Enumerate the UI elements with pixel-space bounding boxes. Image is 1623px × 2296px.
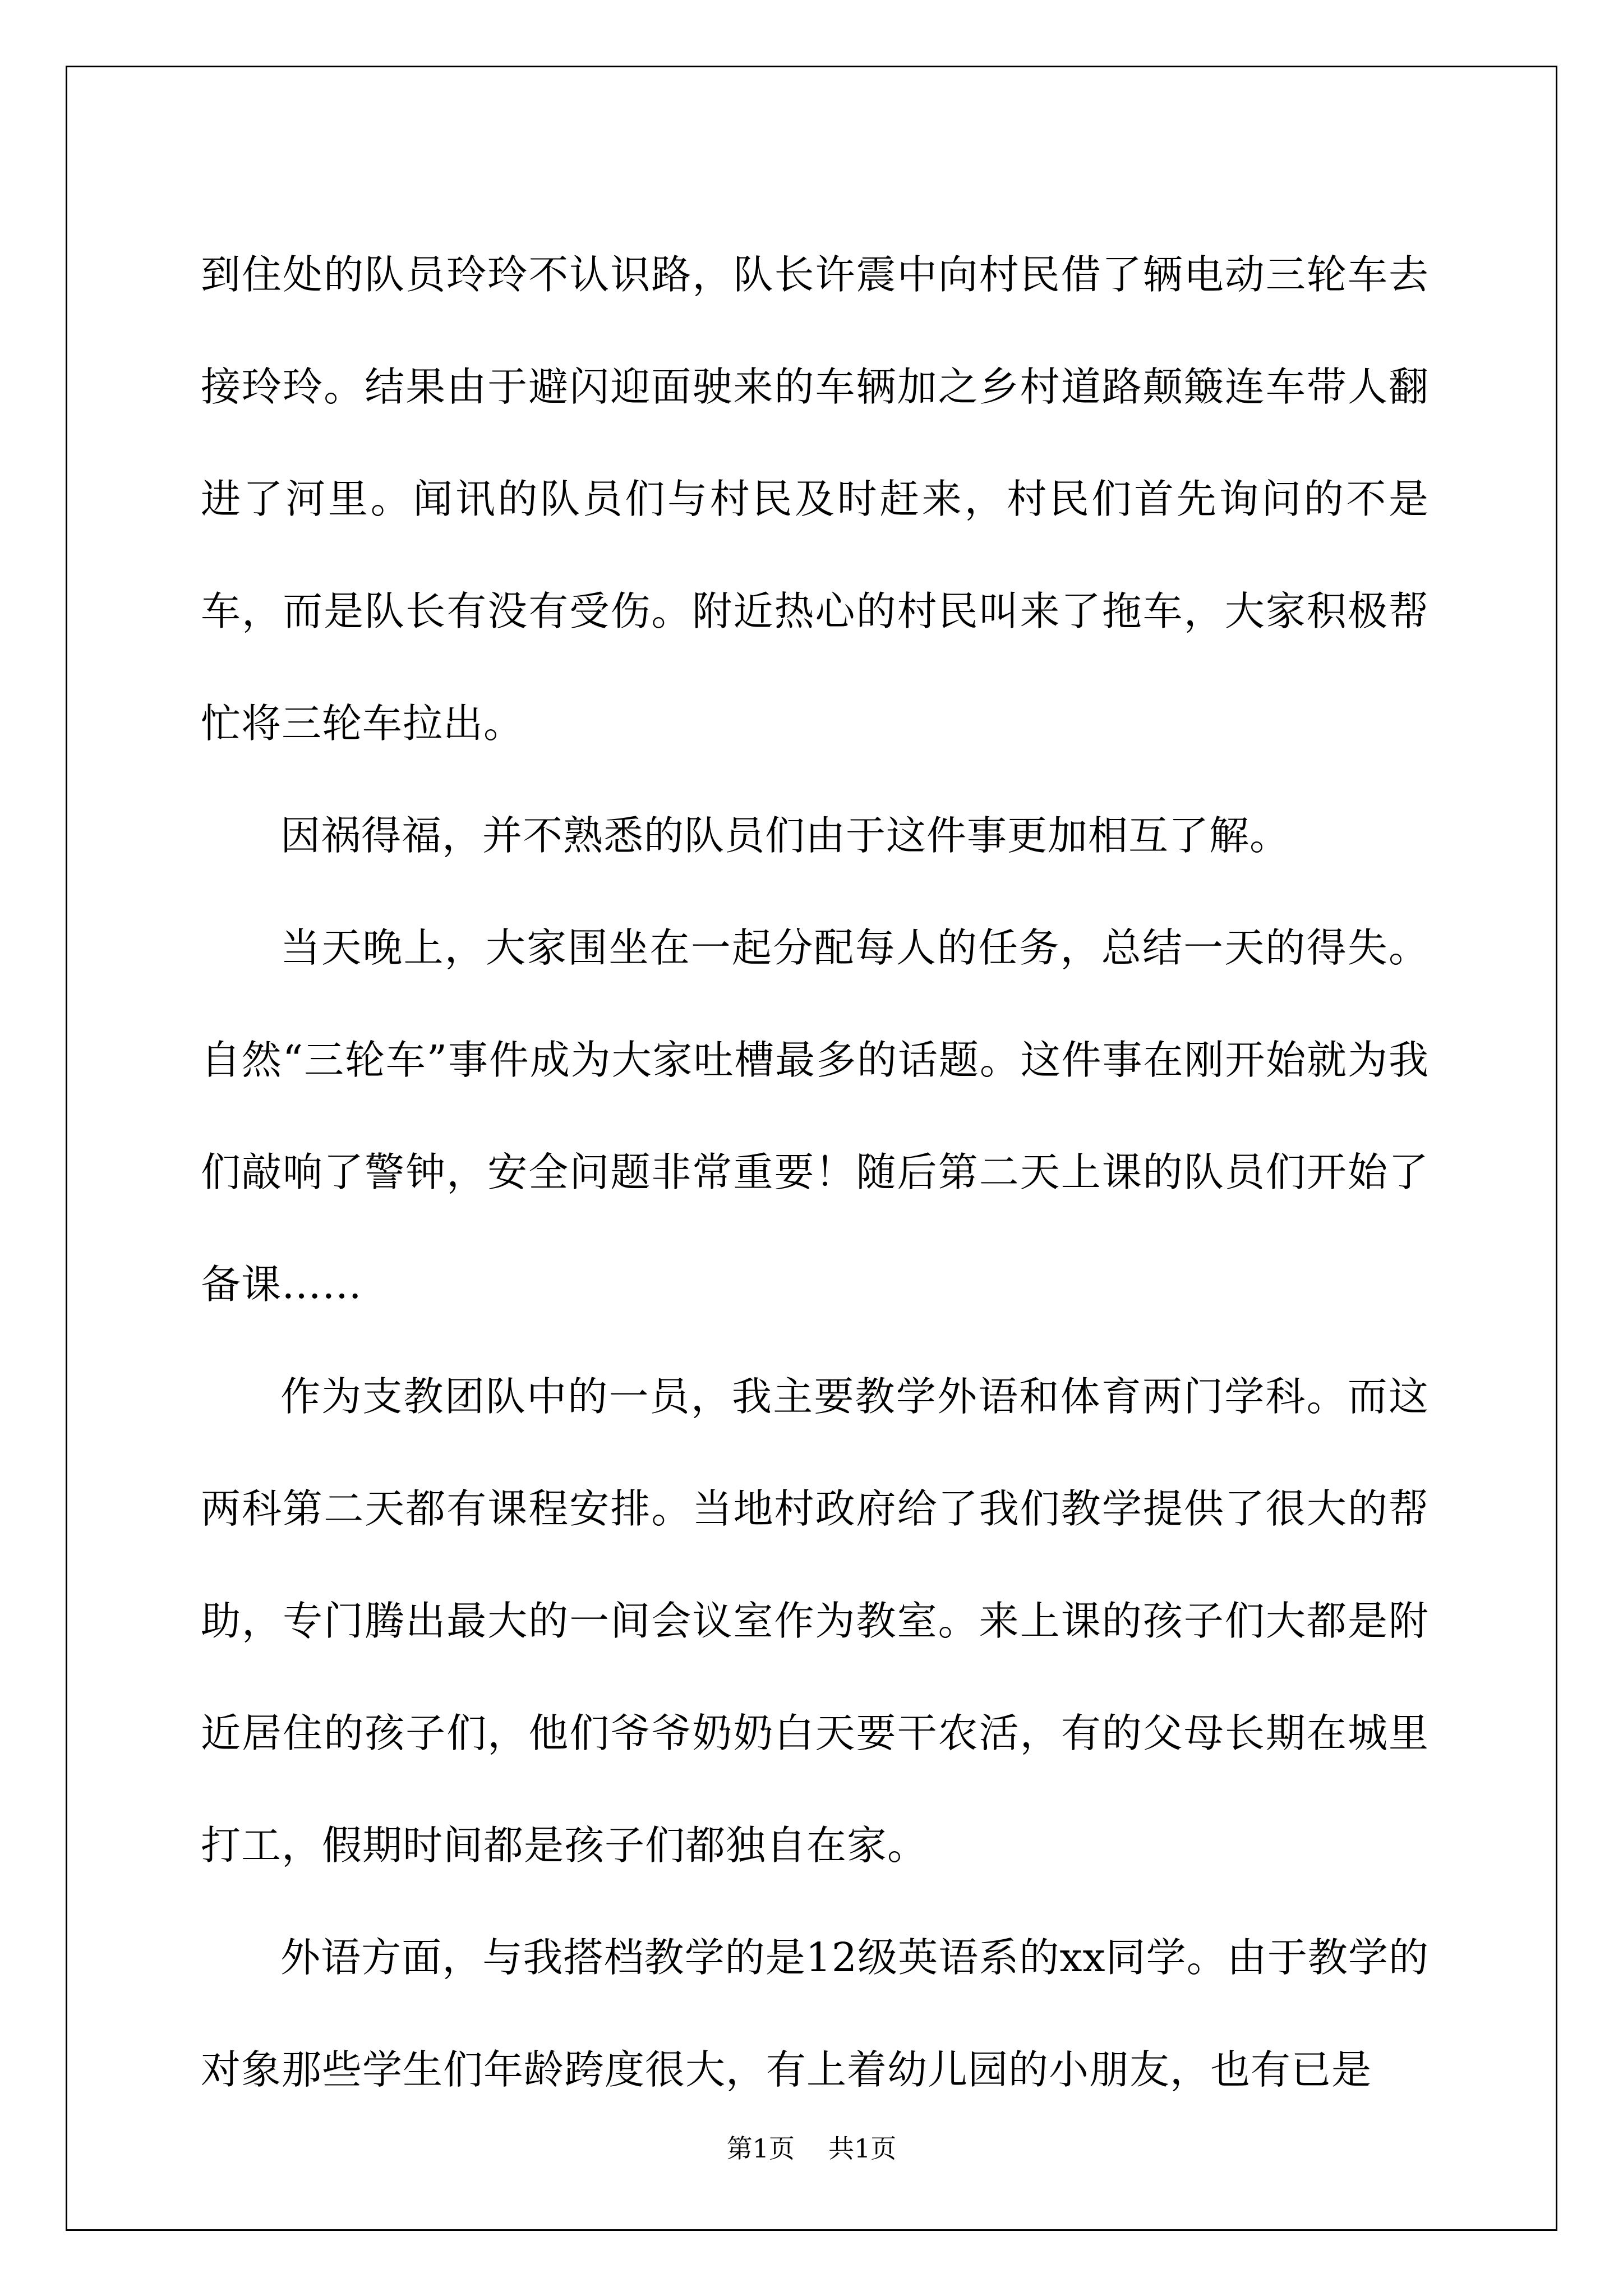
paragraph-3: 当天晚上，大家围坐在一起分配每人的任务，总结一天的得失。自然“三轮车”事件成为大家吐槽最多的话题。这件事在刚开始就为我们敲响了警钟，安全问题非常重要！随后第二天上课的队员们开始了备课…… bbox=[201, 924, 1429, 1308]
paragraph-1: 到住处的队员玲玲不认识路，队长许震中向村民借了辆电动三轮车去接玲玲。结果由于避闪迎面驶来的车辆加之乡村道路颠簸连车带人翻进了河里。闻讯的队员们与村民及时赶来，村民们首先询问的不是车，而是队长有没有受伤。附近热心的村民叫来了拖车，大家积极帮忙将三轮车拉出。 bbox=[201, 251, 1429, 747]
page-footer bbox=[0, 2132, 1623, 2165]
paragraph-2: 因祸得福，并不熟悉的队员们由于这件事更加相互了解。 bbox=[280, 812, 1290, 859]
document-body bbox=[201, 219, 1429, 2126]
paragraph-4: 作为支教团队中的一员，我主要教学外语和体育两门学科。而这两科第二天都有课程安排。当地村政府给了我们教学提供了很大的帮助，专门腾出最大的一间会议室作为教室。来上课的孩子们大都是附近居住的孩子们，他们爷爷奶奶白天要干农活，有的父母长期在城里打工，假期时间都是孩子们都独自在家。 bbox=[201, 1373, 1429, 1869]
page-number: 第1页 bbox=[726, 2133, 795, 2164]
paragraph-5: 外语方面，与我搭档教学的是12级英语系的xx同学。由于教学的对象那些学生们年龄跨度很大，有上着幼儿园的小朋友，也有已是 bbox=[201, 1934, 1429, 2093]
page-total: 共1页 bbox=[828, 2133, 897, 2164]
